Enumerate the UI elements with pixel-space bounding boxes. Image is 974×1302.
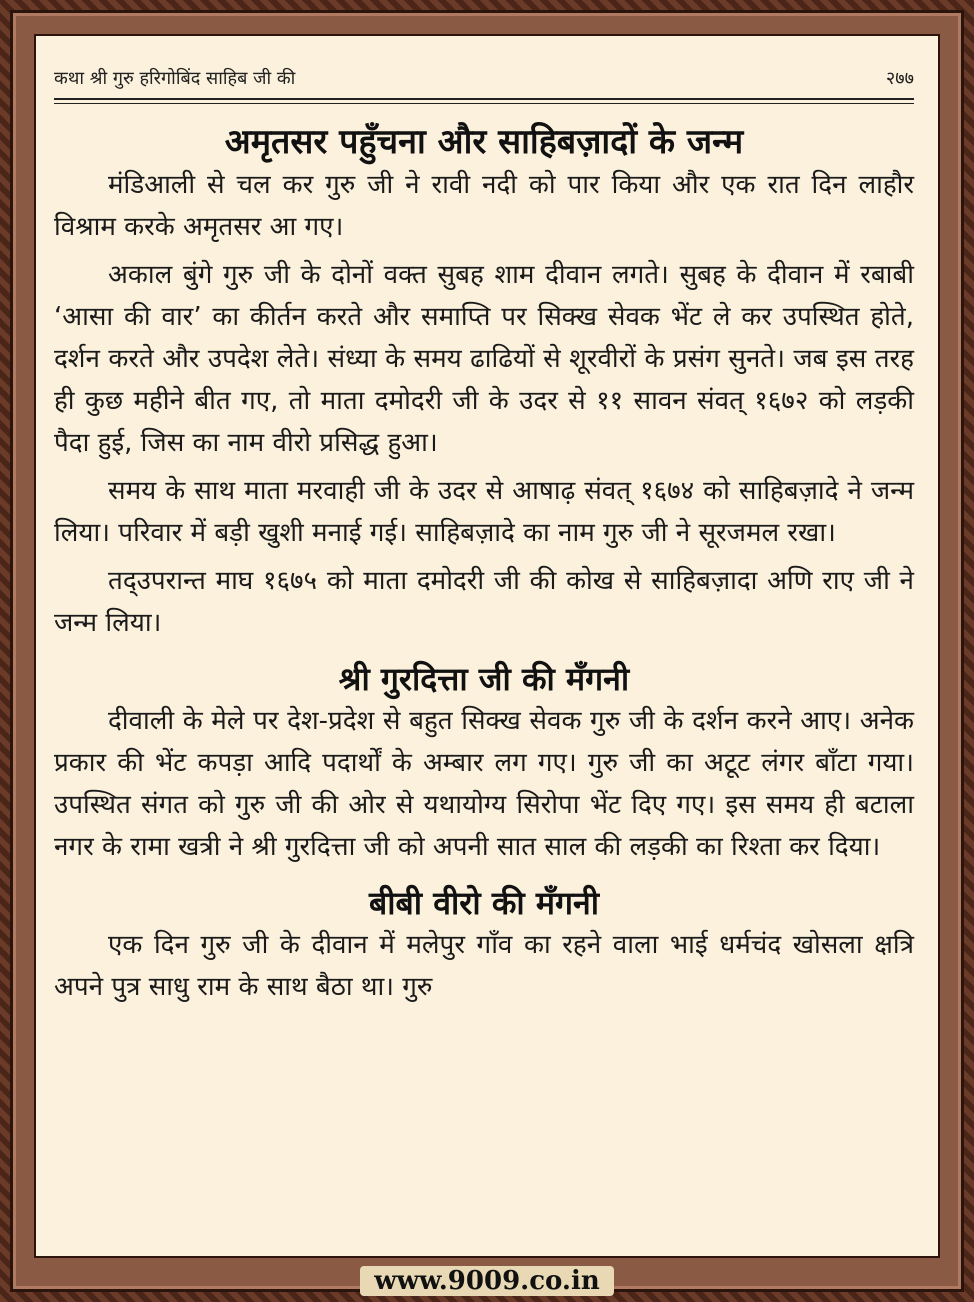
page-content <box>54 120 914 1008</box>
header-rule <box>54 98 914 100</box>
paragraph: अकाल बुंगे गुरु जी के दोनों वक्त सुबह शाम दीवान लगते। सुबह के दीवान में रबाबी ‘आसा की वार’ का कीर्तन करते और समाप्ति पर सिक्ख सेवक भेंट ले कर उपस्थित होते, दर्शन करते और उपदेश लेते। संध्या के समय ढाढियों से शूरवीरों के प्रसंग सुनते। जब इस तरह ही कुछ महीने बीत गए, तो माता दमोदरी जी के उदर से ११ सावन संवत् १६७२ को लड़की पैदा हुई, जिस का नाम वीरो प्रसिद्ध हुआ। <box>54 260 914 458</box>
paragraph: तद्उपरान्त माघ १६७५ को माता दमोदरी जी की कोख से साहिबज़ादा अणि राए जी ने जन्म लिया। <box>54 566 914 638</box>
section-heading: श्री गुरदित्ता जी की मँगनी <box>338 660 630 698</box>
page-number: २७७ <box>885 68 914 89</box>
paragraph: दीवाली के मेले पर देश-प्रदेश से बहुत सिक्ख सेवक गुरु जी के दर्शन करने आए। अनेक प्रकार की भेंट कपड़ा आदि पदार्थों के अम्बार लग गए। गुरु जी का अटूट लंगर बाँटा गया। उपस्थित संगत को गुरु जी की ओर से यथायोग्य सिरोपा भेंट दिए गए। इस समय ही बटाला नगर के रामा खत्री ने श्री गुरदित्ता जी को अपनी सात साल की लड़की का रिश्ता कर दिया। <box>54 706 914 862</box>
section-heading: बीबी वीरो की मँगनी <box>368 884 600 922</box>
book-title: कथा श्री गुरु हरिगोबिंद साहिब जी की <box>54 68 296 89</box>
page-header <box>54 66 914 102</box>
paragraph: मंडिआली से चल कर गुरु जी ने रावी नदी को पार किया और एक रात दिन लाहौर विश्राम करके अमृतसर आ गए। <box>54 170 914 242</box>
website-url[interactable]: www.9009.co.in <box>360 1266 614 1296</box>
header-rule-thin <box>54 103 914 104</box>
section-heading: अमृतसर पहुँचना और साहिबज़ादों के जन्म <box>224 122 744 162</box>
book-page <box>36 36 938 1256</box>
footer <box>0 1262 974 1302</box>
paragraph: एक दिन गुरु जी के दीवान में मलेपुर गाँव का रहने वाला भाई धर्मचंद खोसला क्षत्रि अपने पुत्र साधु राम के साथ बैठा था। गुरु <box>54 930 914 1002</box>
paragraph: समय के साथ माता मरवाही जी के उदर से आषाढ़ संवत् १६७४ को साहिबज़ादे ने जन्म लिया। परिवार में बड़ी खुशी मनाई गई। साहिबज़ादे का नाम गुरु जी ने सूरजमल रखा। <box>54 476 914 548</box>
